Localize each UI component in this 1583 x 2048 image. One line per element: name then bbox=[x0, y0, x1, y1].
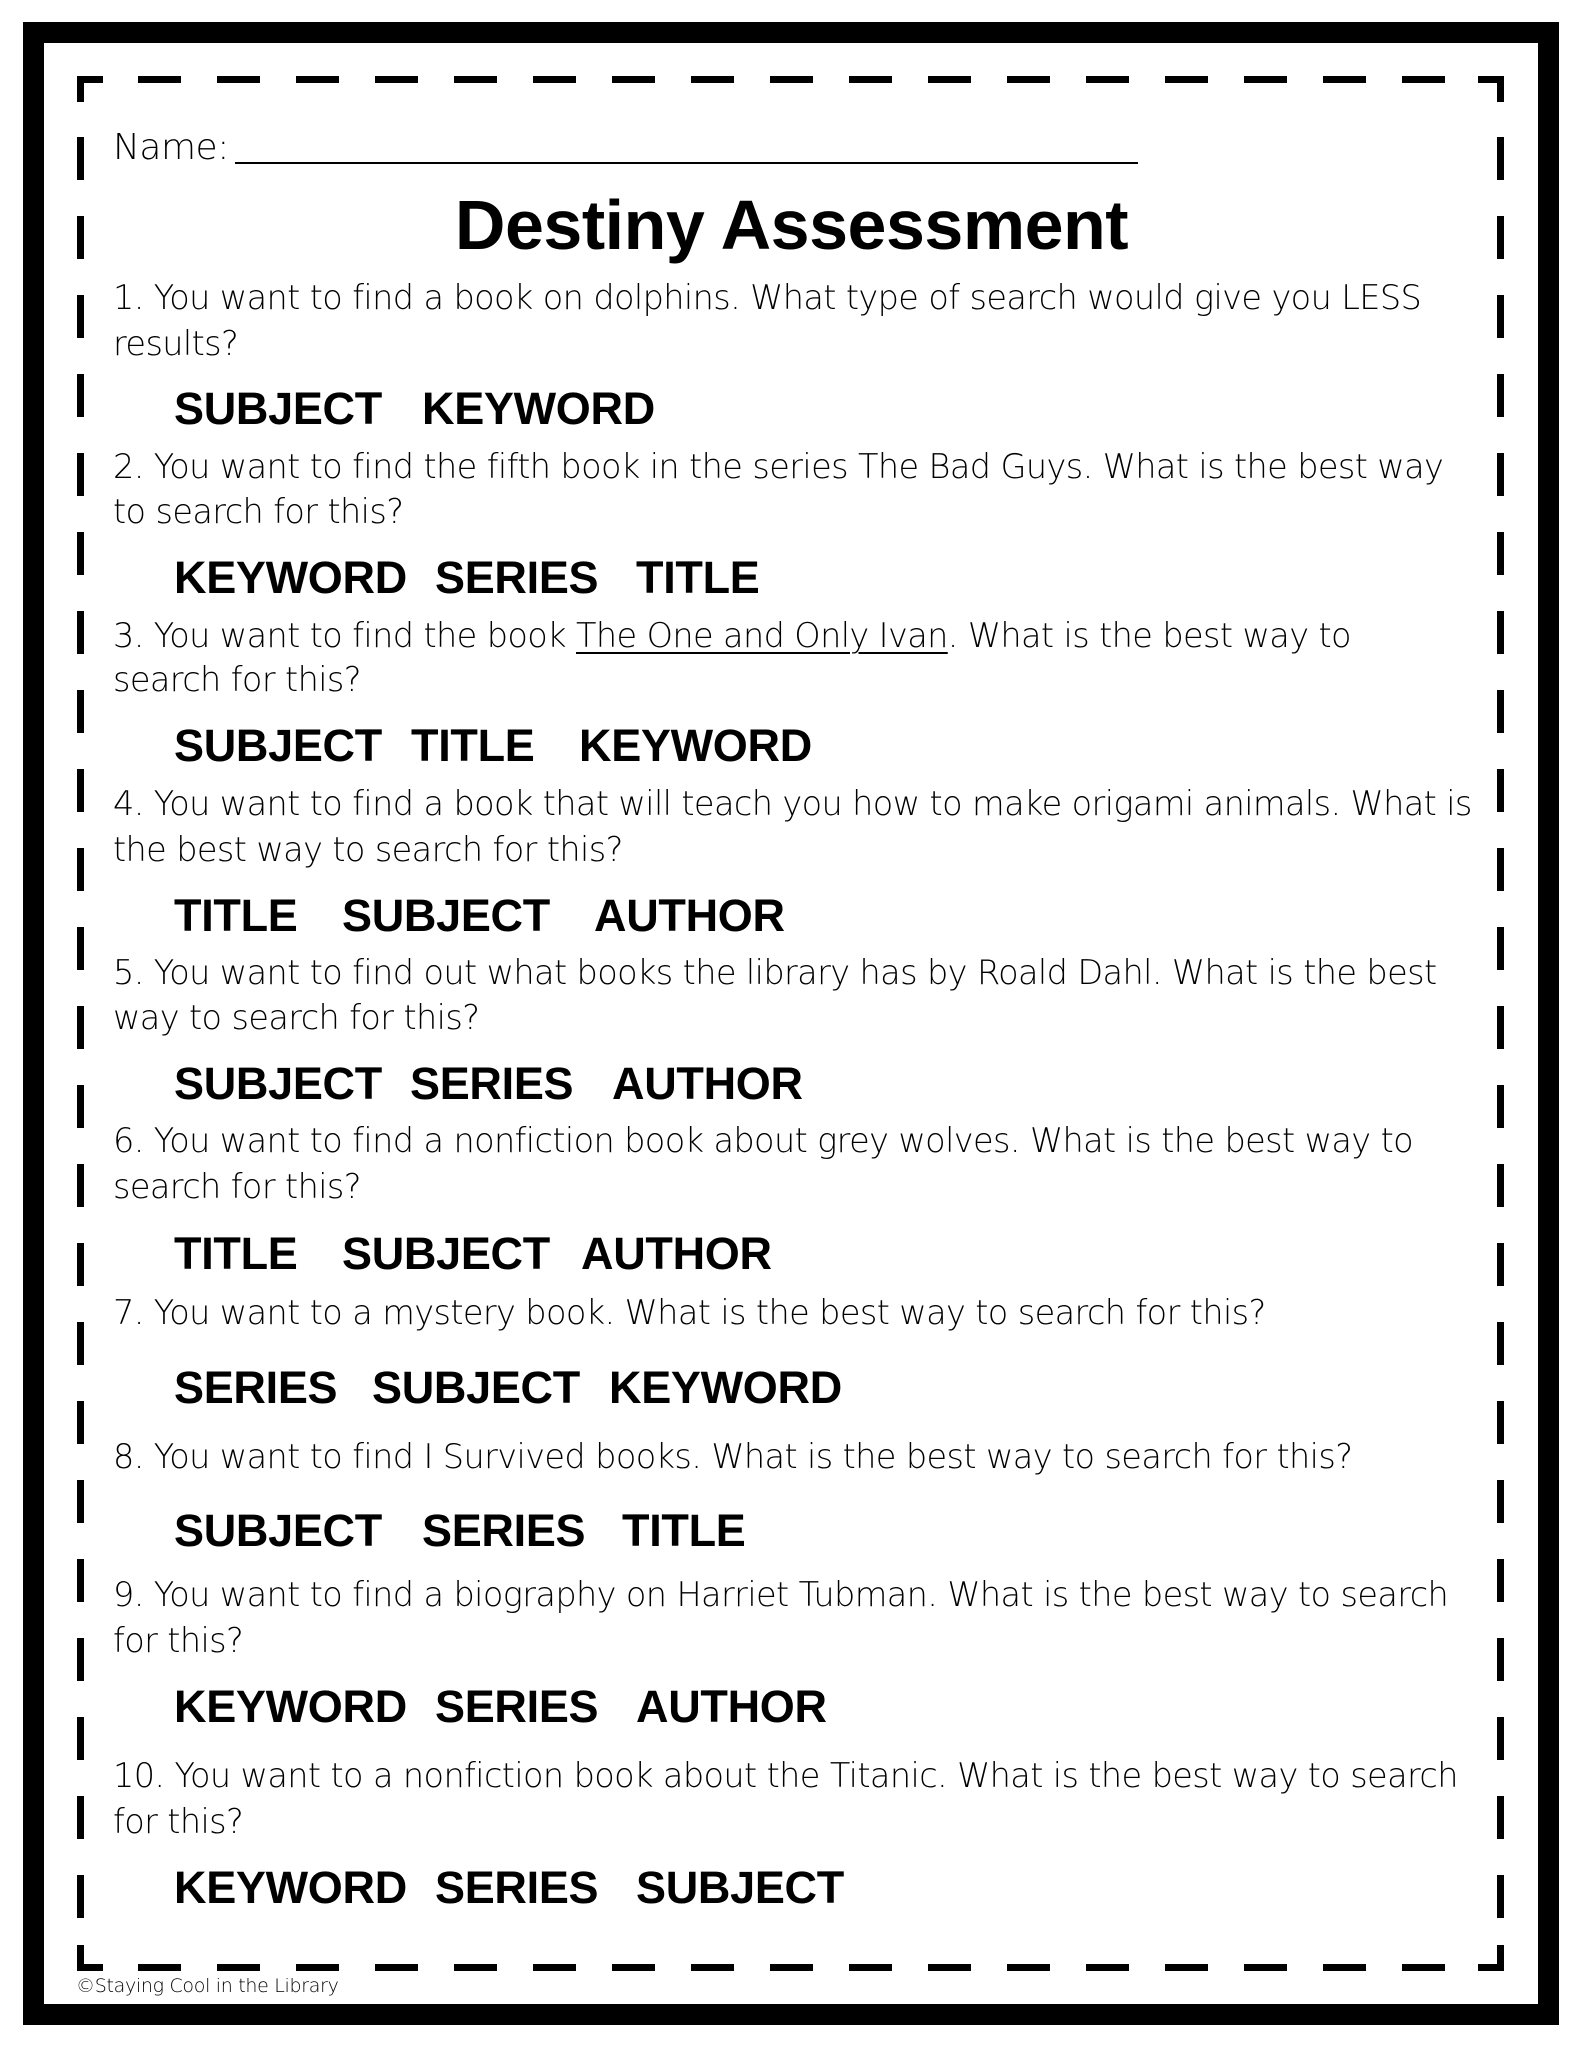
border-dash bbox=[1086, 76, 1129, 83]
border-dash bbox=[1497, 1243, 1504, 1286]
border-dash bbox=[1497, 1875, 1504, 1918]
border-dash bbox=[928, 1964, 971, 1971]
question-5-line-2: way to search for this? bbox=[113, 998, 480, 1037]
border-dash bbox=[77, 76, 84, 102]
border-dash bbox=[77, 1085, 84, 1128]
border-dash bbox=[77, 1945, 84, 1971]
border-dash bbox=[1497, 1164, 1504, 1207]
border-dash bbox=[77, 1322, 84, 1365]
border-dash bbox=[375, 1964, 418, 1971]
option-author[interactable]: AUTHOR bbox=[594, 890, 785, 941]
border-dash bbox=[1497, 1559, 1504, 1602]
border-dash bbox=[375, 76, 418, 83]
option-series[interactable]: SERIES bbox=[435, 1681, 599, 1732]
border-dash bbox=[1497, 690, 1504, 733]
border-dash bbox=[1165, 76, 1208, 83]
border-dash bbox=[217, 1964, 260, 1971]
question-4-line-2: the best way to search for this? bbox=[113, 830, 623, 869]
option-keyword[interactable]: KEYWORD bbox=[174, 1862, 407, 1913]
copyright-text: ©Staying Cool in the Library bbox=[76, 1975, 339, 1997]
question-1-line-2: results? bbox=[113, 324, 239, 363]
border-dash bbox=[770, 1964, 813, 1971]
border-dash bbox=[1323, 76, 1366, 83]
option-subject[interactable]: SUBJECT bbox=[342, 1228, 550, 1279]
book-title-underlined: The One and Only Ivan bbox=[576, 616, 948, 655]
border-dash bbox=[691, 1964, 734, 1971]
option-title[interactable]: TITLE bbox=[622, 1505, 746, 1556]
border-dash bbox=[296, 76, 339, 83]
question-4-line-1: 4. You want to find a book that will teach you how to make origami animals. What is bbox=[113, 784, 1472, 823]
border-dash bbox=[77, 611, 84, 654]
border-dash bbox=[77, 1638, 84, 1681]
border-dash bbox=[1497, 1085, 1504, 1128]
border-dash bbox=[77, 1243, 84, 1286]
question-6-line-1: 6. You want to find a nonfiction book about grey wolves. What is the best way to bbox=[113, 1121, 1414, 1160]
border-dash bbox=[296, 1964, 339, 1971]
border-dash bbox=[1007, 1964, 1050, 1971]
border-dash bbox=[1497, 1796, 1504, 1839]
border-dash bbox=[77, 1717, 84, 1760]
option-subject[interactable]: SUBJECT bbox=[174, 383, 382, 434]
option-keyword[interactable]: KEYWORD bbox=[174, 1681, 407, 1732]
border-dash bbox=[1244, 1964, 1287, 1971]
border-dash bbox=[454, 1964, 497, 1971]
border-dash bbox=[77, 1480, 84, 1523]
question-3-suffix: . What is the best way to bbox=[947, 616, 1351, 655]
option-author[interactable]: AUTHOR bbox=[581, 1228, 772, 1279]
option-subject[interactable]: SUBJECT bbox=[174, 720, 382, 771]
option-title[interactable]: TITLE bbox=[174, 1228, 298, 1279]
question-3-prefix: 3. You want to find the book bbox=[113, 616, 577, 655]
border-dash bbox=[849, 76, 892, 83]
question-10-line-2: for this? bbox=[113, 1802, 244, 1841]
option-keyword[interactable]: KEYWORD bbox=[609, 1362, 842, 1413]
border-dash bbox=[77, 1559, 84, 1602]
option-series[interactable]: SERIES bbox=[422, 1505, 586, 1556]
border-dash bbox=[849, 1964, 892, 1971]
border-dash bbox=[1165, 1964, 1208, 1971]
border-dash bbox=[928, 76, 971, 83]
border-dash bbox=[1244, 76, 1287, 83]
question-7-line-1: 7. You want to a mystery book. What is the best way to search for this? bbox=[113, 1293, 1266, 1332]
border-dash bbox=[1497, 532, 1504, 575]
border-dash bbox=[77, 374, 84, 417]
option-series[interactable]: SERIES bbox=[435, 1862, 599, 1913]
border-dash bbox=[1497, 1006, 1504, 1049]
option-title[interactable]: TITLE bbox=[411, 720, 535, 771]
border-dash bbox=[1497, 1717, 1504, 1760]
border-dash bbox=[77, 769, 84, 812]
border-dash bbox=[1497, 848, 1504, 891]
border-dash bbox=[612, 1964, 655, 1971]
border-dash bbox=[1497, 769, 1504, 812]
border-dash bbox=[1497, 1945, 1504, 1971]
border-dash bbox=[1402, 76, 1445, 83]
border-dash bbox=[1497, 453, 1504, 496]
border-dash bbox=[77, 690, 84, 733]
border-dash bbox=[1497, 1480, 1504, 1523]
border-dash bbox=[1497, 611, 1504, 654]
option-keyword[interactable]: KEYWORD bbox=[579, 720, 812, 771]
option-author[interactable]: AUTHOR bbox=[636, 1681, 827, 1732]
border-dash bbox=[1497, 927, 1504, 970]
border-dash bbox=[77, 927, 84, 970]
border-dash bbox=[1402, 1964, 1445, 1971]
border-dash bbox=[1086, 1964, 1129, 1971]
option-subject[interactable]: SUBJECT bbox=[174, 1505, 382, 1556]
border-dash bbox=[533, 76, 576, 83]
border-dash bbox=[770, 76, 813, 83]
border-dash bbox=[77, 1796, 84, 1839]
border-dash bbox=[1497, 76, 1504, 102]
border-dash bbox=[77, 1875, 84, 1918]
border-dash bbox=[454, 76, 497, 83]
option-title[interactable]: TITLE bbox=[174, 890, 298, 941]
border-dash bbox=[1497, 374, 1504, 417]
option-series[interactable]: SERIES bbox=[435, 552, 599, 603]
option-series[interactable]: SERIES bbox=[174, 1362, 338, 1413]
border-dash bbox=[1497, 295, 1504, 338]
border-dash bbox=[1497, 1401, 1504, 1444]
border-dash bbox=[77, 453, 84, 496]
question-3-line-1 bbox=[113, 616, 1351, 655]
option-subject[interactable]: SUBJECT bbox=[342, 890, 550, 941]
border-dash bbox=[77, 1164, 84, 1207]
border-dash bbox=[1497, 137, 1504, 180]
option-subject[interactable]: SUBJECT bbox=[174, 1058, 382, 1109]
option-series[interactable]: SERIES bbox=[410, 1058, 574, 1109]
question-10-line-1: 10. You want to a nonfiction book about the Titanic. What is the best way to search bbox=[113, 1756, 1458, 1795]
border-dash bbox=[217, 76, 260, 83]
border-dash bbox=[533, 1964, 576, 1971]
border-dash bbox=[77, 532, 84, 575]
option-keyword[interactable]: KEYWORD bbox=[174, 552, 407, 603]
border-dash bbox=[77, 1401, 84, 1444]
border-dash bbox=[1497, 1322, 1504, 1365]
border-dash bbox=[691, 76, 734, 83]
border-dash bbox=[1497, 1638, 1504, 1681]
option-title[interactable]: TITLE bbox=[636, 552, 760, 603]
name-input-line[interactable] bbox=[235, 162, 1138, 164]
option-subject[interactable]: SUBJECT bbox=[372, 1362, 580, 1413]
question-9-line-1: 9. You want to find a biography on Harriet Tubman. What is the best way to search bbox=[113, 1575, 1449, 1614]
option-keyword[interactable]: KEYWORD bbox=[422, 383, 655, 434]
question-2-line-1: 2. You want to find the fifth book in the series The Bad Guys. What is the best way bbox=[113, 447, 1444, 486]
border-dash bbox=[77, 295, 84, 338]
question-8-line-1: 8. You want to find I Survived books. What is the best way to search for this? bbox=[113, 1437, 1353, 1476]
border-dash bbox=[77, 1006, 84, 1049]
border-dash bbox=[77, 137, 84, 180]
option-author[interactable]: AUTHOR bbox=[612, 1058, 803, 1109]
question-1-line-1: 1. You want to find a book on dolphins. What type of search would give you LESS bbox=[113, 278, 1422, 317]
question-6-line-2: search for this? bbox=[113, 1167, 361, 1206]
border-dash bbox=[1323, 1964, 1366, 1971]
question-9-line-2: for this? bbox=[113, 1621, 244, 1660]
question-2-line-2: to search for this? bbox=[113, 492, 404, 531]
border-dash bbox=[612, 76, 655, 83]
option-subject[interactable]: SUBJECT bbox=[636, 1862, 844, 1913]
page-title: Destiny Assessment bbox=[454, 186, 1129, 264]
question-5-line-1: 5. You want to find out what books the library has by Roald Dahl. What is the best bbox=[113, 953, 1437, 992]
border-dash bbox=[77, 848, 84, 891]
name-label: Name: bbox=[113, 127, 229, 168]
border-dash bbox=[1007, 76, 1050, 83]
border-dash bbox=[138, 1964, 181, 1971]
border-dash bbox=[138, 76, 181, 83]
question-3-line-2: search for this? bbox=[113, 660, 361, 699]
